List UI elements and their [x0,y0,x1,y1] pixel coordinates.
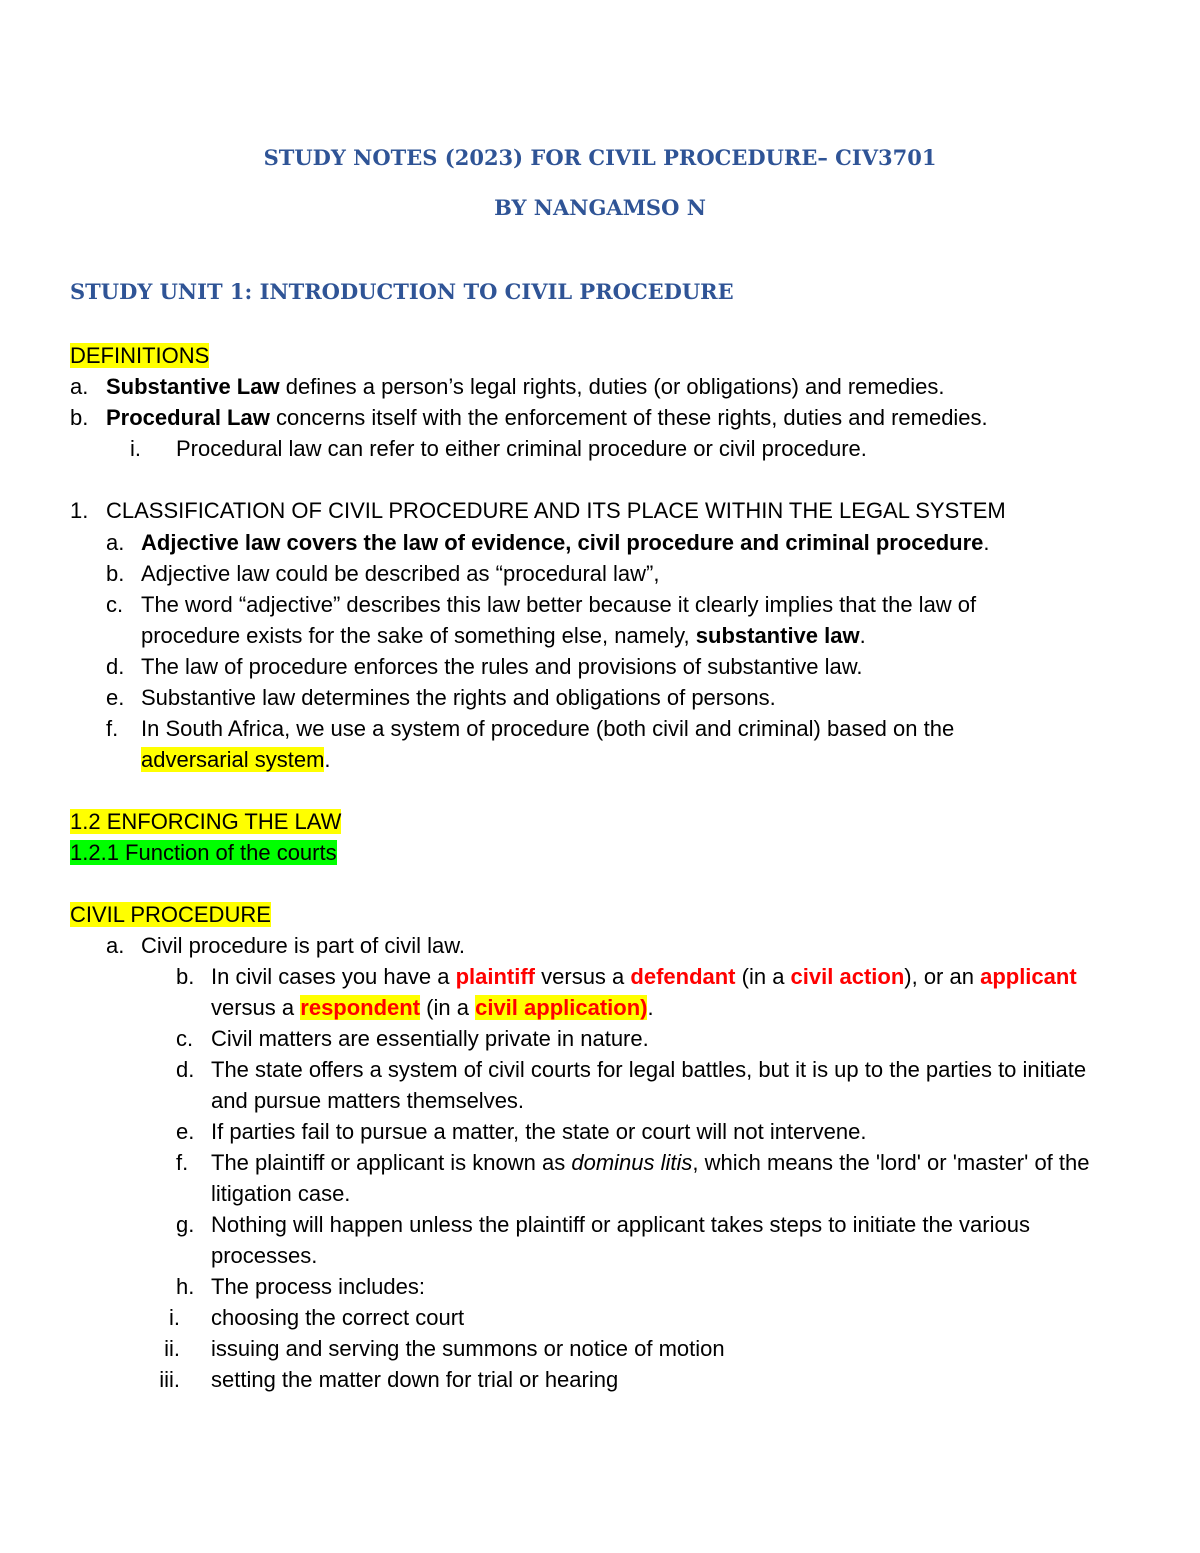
definitions-heading: DEFINITIONS [70,343,210,368]
civil-item-h: The process includes: [211,1274,425,1299]
list-marker: f. [106,716,119,741]
list-marker: d. [176,1057,195,1082]
list-marker: b. [70,405,89,430]
list-marker: b. [176,964,195,989]
list-marker: a. [70,374,89,399]
list-marker: b. [106,561,125,586]
list-marker: c. [106,592,124,617]
process-step: setting the matter down for trial or hearing [211,1367,619,1392]
civil-item-g-line1: Nothing will happen unless the plaintiff or applicant takes steps to initiate the various [211,1212,1030,1237]
process-step: issuing and serving the summons or notice of motion [211,1336,725,1361]
civil-item-e: If parties fail to pursue a matter, the state or court will not intervene. [211,1119,867,1144]
list-marker: g. [176,1212,195,1237]
section-1-item-c-line2: procedure exists for the sake of something else, namely, substantive law. [141,623,866,648]
section-1-item-b: Adjective law could be described as “procedural law”, [141,561,660,586]
list-marker: f. [176,1150,189,1175]
definition-procedural-law: Procedural Law concerns itself with the enforcement of these rights, duties and remedies. [106,405,988,430]
list-marker: a. [106,530,125,555]
section-1-item-a: Adjective law covers the law of evidence, civil procedure and criminal procedure. [141,530,990,555]
list-marker: i. [169,1305,180,1330]
civil-item-a: Civil procedure is part of civil law. [141,933,466,958]
civil-item-b-line2: versus a respondent (in a civil application). [211,995,654,1020]
list-marker: a. [106,933,125,958]
list-marker: iii. [159,1367,180,1392]
unit-heading: STUDY UNIT 1: INTRODUCTION TO CIVIL PROCEDURE [70,279,734,304]
section-1-item-c-line1: The word “adjective” describes this law better because it clearly implies that the law of [141,592,977,617]
definition-sub-item: Procedural law can refer to either criminal procedure or civil procedure. [176,436,867,461]
civil-item-f-line2: litigation case. [211,1181,351,1206]
document-author: BY NANGAMSO N [494,195,706,220]
civil-procedure-heading: CIVIL PROCEDURE [70,902,271,927]
document-title: STUDY NOTES (2023) FOR CIVIL PROCEDURE– CIV3701 [263,145,937,170]
list-marker: c. [176,1026,194,1051]
section-1-item-e: Substantive law determines the rights and obligations of persons. [141,685,776,710]
section-1-2-1-heading: 1.2.1 Function of the courts [70,840,337,865]
civil-item-g-line2: processes. [211,1243,318,1268]
civil-item-c: Civil matters are essentially private in nature. [211,1026,649,1051]
civil-item-b-line1: In civil cases you have a plaintiff versus a defendant (in a civil action), or an applicant [211,964,1077,989]
process-step: choosing the correct court [211,1305,465,1330]
list-marker: e. [176,1119,195,1144]
civil-item-d-line2: and pursue matters themselves. [211,1088,525,1113]
list-marker: e. [106,685,125,710]
section-1-item-d: The law of procedure enforces the rules and provisions of substantive law. [141,654,863,679]
list-marker: ii. [164,1336,180,1361]
section-1-item-f-line2: adversarial system. [141,747,331,772]
civil-item-d-line1: The state offers a system of civil courts for legal battles, but it is up to the parties to initiate [211,1057,1087,1082]
list-marker: h. [176,1274,195,1299]
section-1-heading: CLASSIFICATION OF CIVIL PROCEDURE AND ITS PLACE WITHIN THE LEGAL SYSTEM [106,498,1006,523]
section-1-2-heading: 1.2 ENFORCING THE LAW [70,809,342,834]
definition-substantive-law: Substantive Law defines a person’s legal rights, duties (or obligations) and remedies. [106,374,945,399]
list-marker: 1. [70,498,89,523]
civil-item-f-line1: The plaintiff or applicant is known as dominus litis, which means the 'lord' or 'master' of the [211,1150,1090,1175]
section-1-item-f-line1: In South Africa, we use a system of procedure (both civil and criminal) based on the [141,716,955,741]
list-marker: d. [106,654,125,679]
list-marker: i. [130,436,141,461]
